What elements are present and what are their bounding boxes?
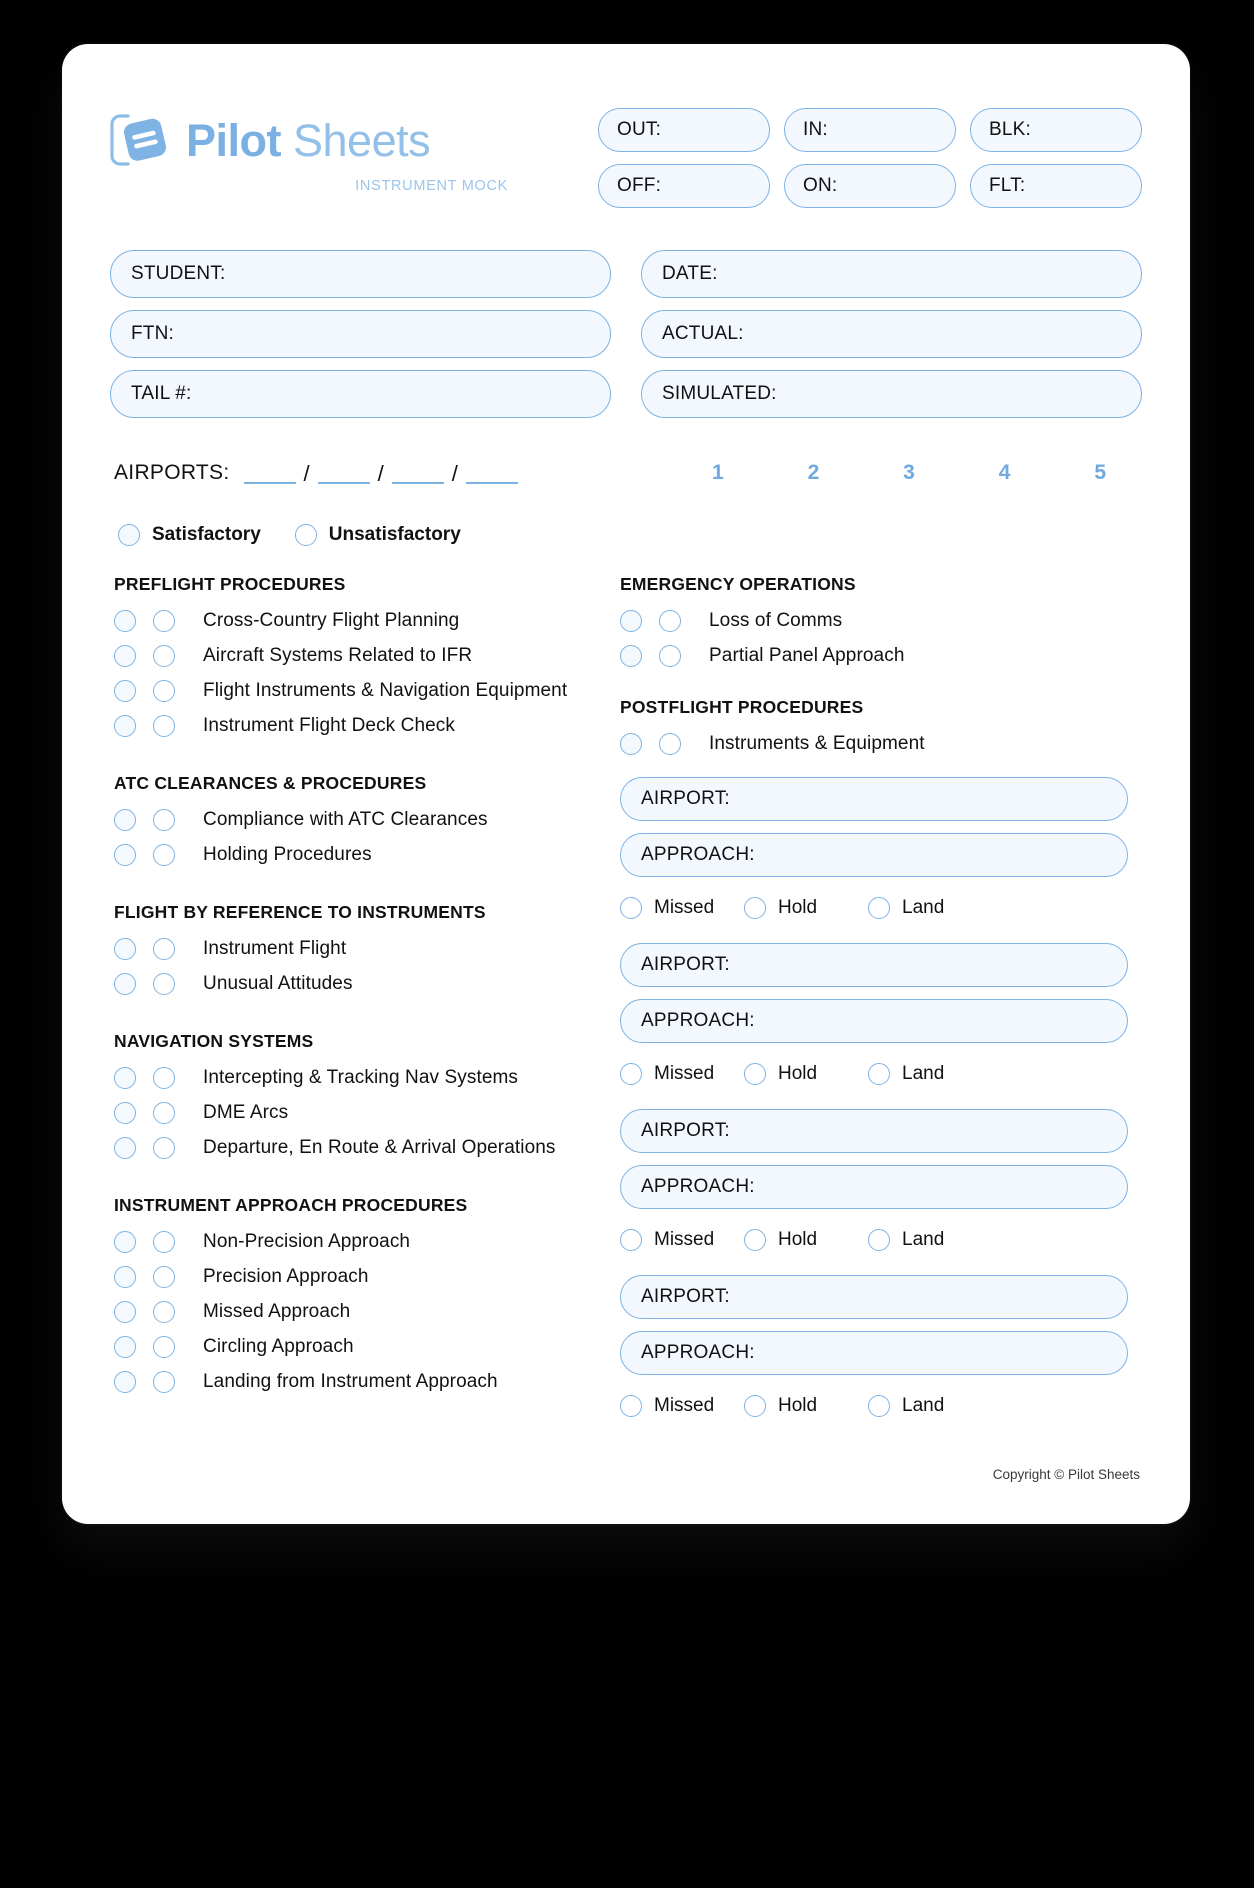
approach-3-option-land[interactable] [868,1229,992,1251]
airports-label: AIRPORTS: [114,461,230,484]
approach-3-option-missed-label: Missed [654,1229,715,1250]
legend-label-satisfactory: Satisfactory [152,524,261,545]
task-radio-unsatisfactory[interactable] [153,1336,175,1358]
task-radio-satisfactory[interactable] [114,610,136,632]
section-navigation-systems [114,1031,620,1165]
approach-2-option-missed-label: Missed [654,1063,715,1084]
legend-label-unsatisfactory: Unsatisfactory [328,524,461,545]
field-blk-label: BLK: [989,119,1031,140]
approach-3-option-missed[interactable] [620,1229,744,1251]
field-off[interactable] [598,164,770,208]
field-date[interactable] [641,250,1142,298]
approach-1-option-land[interactable] [868,897,992,919]
brand-block [110,102,510,194]
field-ftn[interactable] [110,310,611,358]
approach-2-approach-field[interactable] [620,999,1128,1043]
approach-3-option-hold-label: Hold [778,1229,818,1250]
copyright-text: Copyright © Pilot Sheets [992,1467,1140,1482]
field-out[interactable] [598,108,770,152]
section-atc-clearances-procedures [114,773,620,872]
approach-3-option-land-label: Land [902,1229,945,1250]
task-radio-satisfactory[interactable] [114,844,136,866]
approach-2-option-hold[interactable] [744,1063,868,1085]
field-on[interactable] [784,164,956,208]
task-radio-unsatisfactory[interactable] [153,844,175,866]
task-radio-unsatisfactory[interactable] [153,809,175,831]
section-title: EMERGENCY OPERATIONS [620,574,856,594]
task-radio-satisfactory[interactable] [620,733,642,755]
sheet-content [110,102,1142,1490]
approach-1-option-hold-label: Hold [778,897,818,918]
legend-radio-satisfactory[interactable] [118,524,140,546]
section-flight-by-reference-to-instruments [114,902,620,1001]
approach-1-option-missed[interactable] [620,897,744,919]
approach-2-option-missed[interactable] [620,1063,744,1085]
task-label: Precision Approach [203,1265,369,1287]
airport-separator-2: / [377,461,384,486]
task-radio-satisfactory[interactable] [114,1067,136,1089]
task-row[interactable] [620,638,1128,673]
approach-1-airport-label: AIRPORT: [641,788,730,809]
task-radio-unsatisfactory[interactable] [153,610,175,632]
task-radio-satisfactory[interactable] [114,645,136,667]
task-row[interactable] [114,1060,620,1095]
approach-3-approach-field[interactable] [620,1165,1128,1209]
approach-number-row [712,461,1142,485]
field-actual-label: ACTUAL: [662,323,744,344]
approach-4-airport-field[interactable] [620,1275,1128,1319]
approach-number-3: 3 [903,461,915,484]
task-row[interactable] [114,603,620,638]
field-in[interactable] [784,108,956,152]
task-radio-unsatisfactory[interactable] [153,1067,175,1089]
task-row[interactable] [114,1224,620,1259]
grade-legend [110,524,1142,546]
task-label: Departure, En Route & Arrival Operations [203,1136,556,1158]
task-radio-unsatisfactory[interactable] [659,733,681,755]
approach-number-5: 5 [1094,461,1106,484]
task-label: Instrument Flight [203,937,347,959]
radio-missed-icon[interactable] [620,897,642,919]
section-title: NAVIGATION SYSTEMS [114,1031,314,1051]
task-radio-unsatisfactory[interactable] [153,1231,175,1253]
radio-land-icon[interactable] [868,1063,890,1085]
section-title: FLIGHT BY REFERENCE TO INSTRUMENTS [114,902,486,922]
approach-3-airport-field[interactable] [620,1109,1128,1153]
task-radio-unsatisfactory[interactable] [153,1266,175,1288]
brand-title-bold: Pilot [186,114,281,166]
approach-4-option-hold[interactable] [744,1395,868,1417]
approach-2-airport-label: AIRPORT: [641,954,730,975]
approach-number-1: 1 [712,461,724,484]
task-row[interactable] [114,1259,620,1294]
approach-2-option-land[interactable] [868,1063,992,1085]
task-radio-satisfactory[interactable] [114,1102,136,1124]
right-column [620,574,1140,1482]
task-radio-satisfactory[interactable] [114,1301,136,1323]
approach-4-option-land-label: Land [902,1395,945,1416]
task-radio-unsatisfactory[interactable] [153,1301,175,1323]
approach-3-approach-label: APPROACH: [641,1176,755,1197]
approach-4-option-hold-label: Hold [778,1395,818,1416]
approach-4-approach-field[interactable] [620,1331,1128,1375]
task-label: Flight Instruments & Navigation Equipment [203,679,568,701]
approach-block-3 [620,1109,1128,1259]
info-fields-grid [110,250,1142,418]
approach-block-1 [620,777,1128,927]
task-radio-satisfactory[interactable] [114,1266,136,1288]
approach-4-option-missed-label: Missed [654,1395,715,1416]
task-label: Compliance with ATC Clearances [203,808,488,830]
task-row[interactable] [114,966,620,1001]
approach-4-airport-label: AIRPORT: [641,1286,730,1307]
section-preflight-procedures [114,574,620,743]
task-label: Loss of Comms [709,609,843,631]
approach-1-approach-label: APPROACH: [641,844,755,865]
approach-1-option-land-label: Land [902,897,945,918]
document-lines-icon [110,112,172,168]
section-instrument-approach-procedures [114,1195,620,1399]
field-out-label: OUT: [617,119,662,140]
approach-3-option-hold[interactable] [744,1229,868,1251]
task-row[interactable] [114,638,620,673]
field-date-label: DATE: [662,263,718,284]
airport-blank-4[interactable] [466,462,518,484]
brand-title [186,114,431,166]
field-off-label: OFF: [617,175,662,196]
section-title: POSTFLIGHT PROCEDURES [620,697,864,717]
approach-3-airport-label: AIRPORT: [641,1120,730,1141]
approach-1-airport-field[interactable] [620,777,1128,821]
approach-2-option-land-label: Land [902,1063,945,1084]
task-radio-satisfactory[interactable] [114,938,136,960]
task-radio-satisfactory[interactable] [620,610,642,632]
task-radio-unsatisfactory[interactable] [659,610,681,632]
task-label: Aircraft Systems Related to IFR [203,644,473,666]
field-simulated-label: SIMULATED: [662,383,777,404]
approach-1-approach-field[interactable] [620,833,1128,877]
field-flt[interactable] [970,164,1142,208]
approach-4-approach-label: APPROACH: [641,1342,755,1363]
airport-blank-3[interactable] [392,462,444,484]
task-radio-unsatisfactory[interactable] [153,715,175,737]
task-radio-satisfactory[interactable] [114,680,136,702]
pilot-sheet-page [62,44,1190,1524]
task-row[interactable] [114,1364,620,1399]
checklist-columns [110,574,1142,1482]
field-ftn-label: FTN: [131,323,175,344]
section-postflight-procedures [620,697,1128,761]
approach-2-airport-field[interactable] [620,943,1128,987]
task-radio-satisfactory[interactable] [620,645,642,667]
task-label: Landing from Instrument Approach [203,1370,498,1392]
task-label: Instrument Flight Deck Check [203,714,455,736]
brand-line [110,112,510,168]
task-row[interactable] [114,673,620,708]
task-row[interactable] [620,603,1128,638]
approach-2-approach-label: APPROACH: [641,1010,755,1031]
radio-land-icon[interactable] [868,1395,890,1417]
task-radio-unsatisfactory[interactable] [153,938,175,960]
approach-2-option-hold-label: Hold [778,1063,818,1084]
radio-land-icon[interactable] [868,1229,890,1251]
task-label: Holding Procedures [203,843,372,865]
approach-block-4 [620,1275,1128,1425]
airports-row [110,456,1142,490]
approach-1-option-hold[interactable] [744,897,868,919]
field-on-label: ON: [803,175,838,196]
task-radio-unsatisfactory[interactable] [153,973,175,995]
task-row[interactable] [114,802,620,837]
task-row[interactable] [114,837,620,872]
approach-block-2 [620,943,1128,1093]
field-in-label: IN: [803,119,828,140]
radio-hold-icon[interactable] [744,1063,766,1085]
task-label: Instruments & Equipment [709,732,925,754]
task-row[interactable] [114,1130,620,1165]
section-title: INSTRUMENT APPROACH PROCEDURES [114,1195,468,1215]
task-row[interactable] [620,726,1128,761]
task-radio-unsatisfactory[interactable] [153,1137,175,1159]
task-label: Circling Approach [203,1335,354,1357]
radio-missed-icon[interactable] [620,1229,642,1251]
task-radio-satisfactory[interactable] [114,1336,136,1358]
task-label: Cross-Country Flight Planning [203,609,460,631]
task-radio-satisfactory[interactable] [114,1371,136,1393]
approach-4-outcome-row [620,1387,1128,1425]
approach-4-option-missed[interactable] [620,1395,744,1417]
task-radio-satisfactory[interactable] [114,1231,136,1253]
brand-title-light: Sheets [293,114,431,166]
field-tail-label: TAIL #: [131,383,192,404]
approach-number-4: 4 [998,461,1011,484]
approach-1-option-missed-label: Missed [654,897,715,918]
airports-blanks [244,462,518,484]
task-label: Partial Panel Approach [709,644,905,666]
airport-separator-3: / [451,461,458,486]
task-radio-satisfactory[interactable] [114,973,136,995]
legend-radio-unsatisfactory[interactable] [295,524,317,546]
task-radio-unsatisfactory[interactable] [153,1102,175,1124]
radio-missed-icon[interactable] [620,1395,642,1417]
field-tail[interactable] [110,370,611,418]
airport-blank-2[interactable] [318,462,370,484]
approach-1-outcome-row [620,889,1128,927]
field-actual[interactable] [641,310,1142,358]
radio-missed-icon[interactable] [620,1063,642,1085]
radio-hold-icon[interactable] [744,897,766,919]
task-label: Unusual Attitudes [203,972,353,994]
time-fields-grid [598,102,1142,208]
radio-hold-icon[interactable] [744,1229,766,1251]
header [110,102,1142,208]
task-radio-satisfactory[interactable] [114,715,136,737]
task-label: Missed Approach [203,1300,351,1322]
brand-subtitle: INSTRUMENT MOCK [355,178,508,194]
field-simulated[interactable] [641,370,1142,418]
radio-hold-icon[interactable] [744,1395,766,1417]
task-row[interactable] [114,708,620,743]
task-label: DME Arcs [203,1101,289,1123]
task-radio-unsatisfactory[interactable] [153,1371,175,1393]
task-row[interactable] [114,1294,620,1329]
task-radio-satisfactory[interactable] [114,809,136,831]
task-label: Non-Precision Approach [203,1230,411,1252]
task-row[interactable] [114,931,620,966]
approach-3-outcome-row [620,1221,1128,1259]
field-student[interactable] [110,250,611,298]
task-row[interactable] [114,1329,620,1364]
approach-2-outcome-row [620,1055,1128,1093]
field-flt-label: FLT: [989,175,1026,196]
task-radio-satisfactory[interactable] [114,1137,136,1159]
task-radio-unsatisfactory[interactable] [153,645,175,667]
radio-land-icon[interactable] [868,897,890,919]
task-radio-unsatisfactory[interactable] [153,680,175,702]
section-title: PREFLIGHT PROCEDURES [114,574,346,594]
left-column [110,574,620,1435]
section-emergency-operations [620,574,1128,673]
task-row[interactable] [114,1095,620,1130]
field-student-label: STUDENT: [131,263,226,284]
airport-separator-1: / [303,461,310,486]
section-title: ATC CLEARANCES & PROCEDURES [114,773,427,793]
approach-4-option-land[interactable] [868,1395,992,1417]
task-radio-unsatisfactory[interactable] [659,645,681,667]
task-label: Intercepting & Tracking Nav Systems [203,1066,519,1088]
field-blk[interactable] [970,108,1142,152]
airport-blank-1[interactable] [244,462,296,484]
approach-number-2: 2 [807,461,820,484]
